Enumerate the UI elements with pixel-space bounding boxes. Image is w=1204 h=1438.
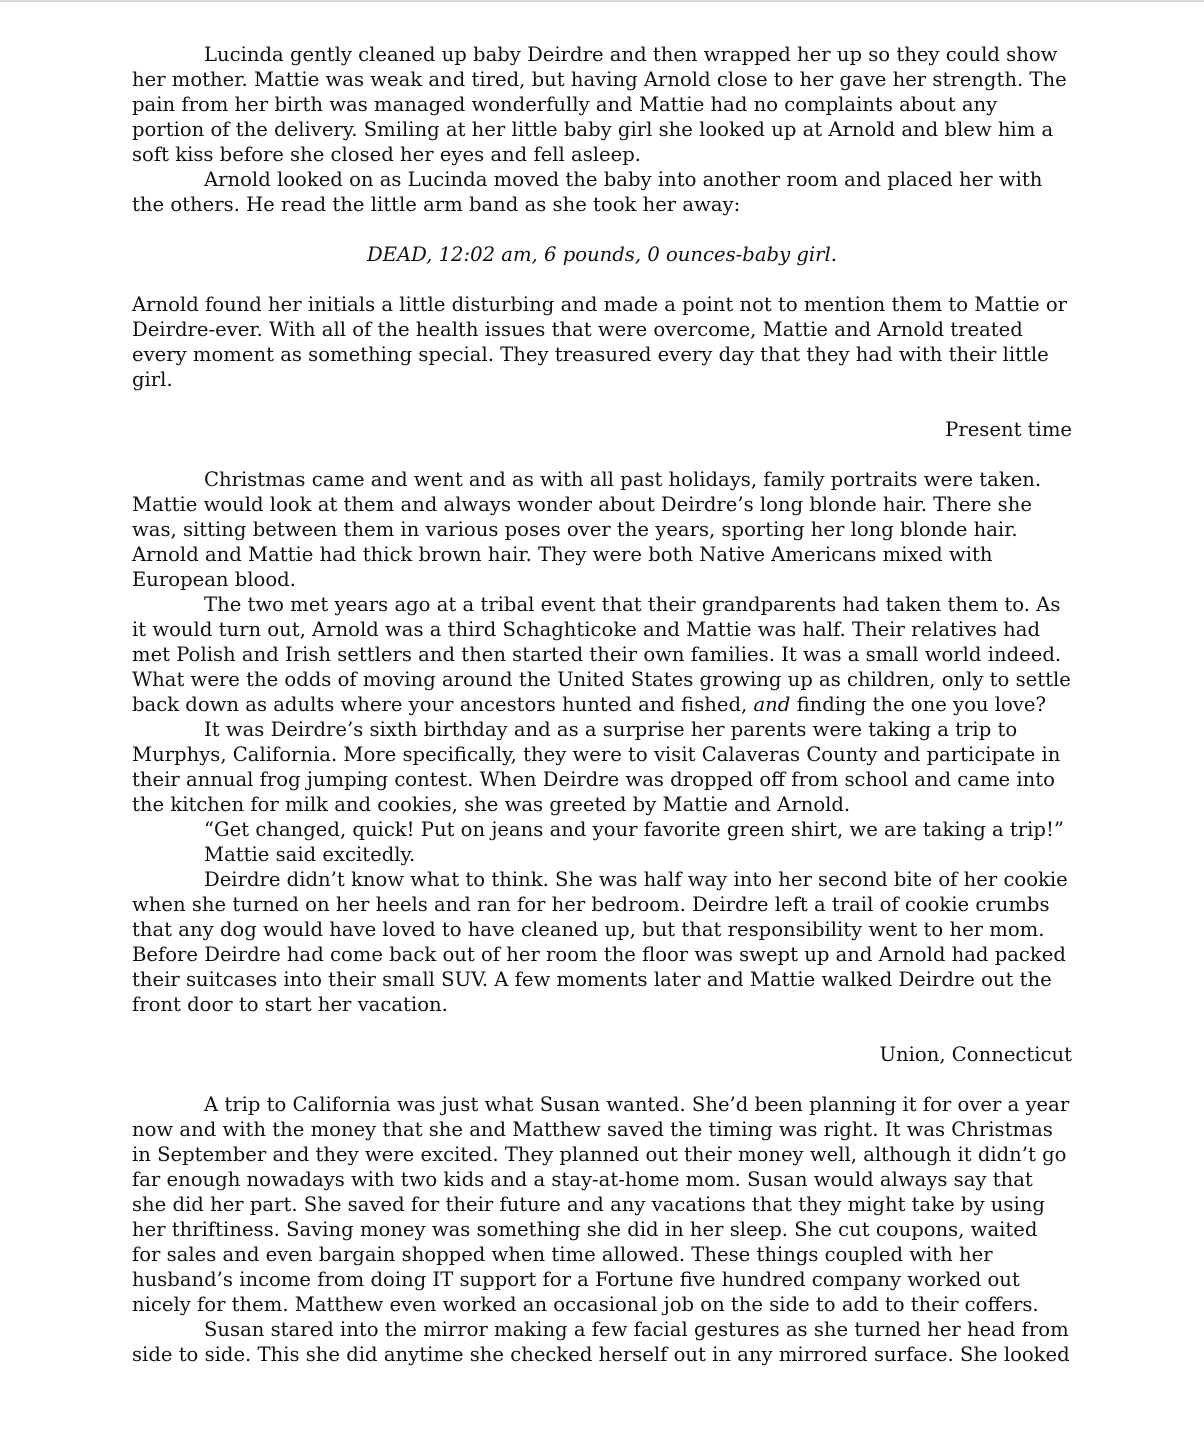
- paragraph-trip-to-california: A trip to California was just what Susan wanted. She’d been planning it for over a year now and with the money that she and Matthew saved the timing was right. It was Christmas in September and they were excited. They planned out their money well, although it didn’t go far enough nowadays with two kids and a stay-at-home mom. Susan would always say that she did her part. She saved for their future and any vacations that they might take by using her thriftiness. Saving money was something she did in her sleep. She cut coupons, waited for sales and even bargain shopped when time allowed. These things coupled with her husband’s income from doing IT support for a Fortune five hundred company worked out nicely for them. Matthew even worked an occasional job on the side to add to their coffers.: [132, 1093, 1070, 1316]
- paragraph-text: The two met years ago at a tribal event that their grandparents had taken them to. As it would turn out, Arnold was a third Schaghticoke and Mattie was half. Their relatives had met Polish and Irish settlers and then started their own families. It was a small world indeed. What were the odds of moving around the United States growing up as children, only to settle back down as adults where your ancestors hunted and fished,: [132, 593, 1071, 716]
- paragraph-christmas-portraits: Christmas came and went and as with all past holidays, family portraits were taken. Mattie would look at them and always wonder about Deirdre’s long blonde hair. There she was, sitting between them in various poses over the years, sporting her long blonde hair. Arnold and Mattie had thick brown hair. They were both Native Americans mixed with European blood.: [132, 468, 1042, 591]
- paragraph-arnold-reads-armband: Arnold looked on as Lucinda moved the baby into another room and placed her with the others. He read the little arm band as she took her away:: [132, 168, 1043, 216]
- spacer: [132, 442, 1072, 467]
- paragraph-text: finding the one you love?: [790, 693, 1046, 716]
- paragraph-susan-mirror: Susan stared into the mirror making a few facial gestures as she turned her head from side to side. This she did anytime she checked herself out in any mirrored surface. She looked: [132, 1318, 1070, 1366]
- section-heading-union-connecticut: Union, Connecticut: [879, 1043, 1072, 1066]
- paragraph-sixth-birthday: It was Deirdre’s sixth birthday and as a surprise her parents were taking a trip to Murphys, California. More specifically, they were to visit Calaveras County and participate in their annual frog jumping contest. When Deirdre was dropped off from school and came into the kitchen for milk and cookies, she was greeted by Mattie and Arnold.: [132, 718, 1061, 816]
- page-top-edge: [0, 0, 1204, 2]
- section-heading-present-time: Present time: [945, 418, 1072, 441]
- spacer: [132, 267, 1072, 292]
- dialogue-tag-mattie: Mattie said excitedly.: [204, 843, 416, 866]
- dialogue-get-changed: “Get changed, quick! Put on jeans and your favorite green shirt, we are taking a trip!”: [204, 818, 1064, 841]
- spacer: [132, 217, 1072, 242]
- armband-text: DEAD, 12:02 am, 6 pounds, 0 ounces-baby girl.: [366, 243, 838, 266]
- emphasis-text: and: [753, 693, 791, 716]
- spacer: [132, 392, 1072, 417]
- document-page: [132, 42, 1072, 1367]
- spacer: [132, 1017, 1072, 1042]
- paragraph-initials-disturbing: Arnold found her initials a little disturbing and made a point not to mention them to Mattie or Deirdre-ever. With all of the health issues that were overcome, Mattie and Arnold treated every moment as something special. They treasured every day that they had with their little girl.: [132, 293, 1068, 391]
- paragraph-lucinda-cleans-baby: Lucinda gently cleaned up baby Deirdre and then wrapped her up so they could show her mother. Mattie was weak and tired, but having Arnold close to her gave her strength. The pain from her birth was managed wonderfully and Mattie had no complaints about any portion of the delivery. Smiling at her little baby girl she looked up at Arnold and blew him a soft kiss before she closed her eyes and fell asleep.: [132, 43, 1067, 166]
- spacer: [132, 1067, 1072, 1092]
- paragraph-tribal-event: [132, 592, 1072, 717]
- paragraph-deirdre-runs: Deirdre didn’t know what to think. She was half way into her second bite of her cookie when she turned on her heels and ran for her bedroom. Deirdre left a trail of cookie crumbs that any dog would have loved to have cleaned up, but that responsibility went to her mom. Before Deirdre had come back out of her room the floor was swept up and Arnold had packed their suitcases into their small SUV. A few moments later and Mattie walked Deirdre out the front door to start her vacation.: [132, 868, 1068, 1016]
